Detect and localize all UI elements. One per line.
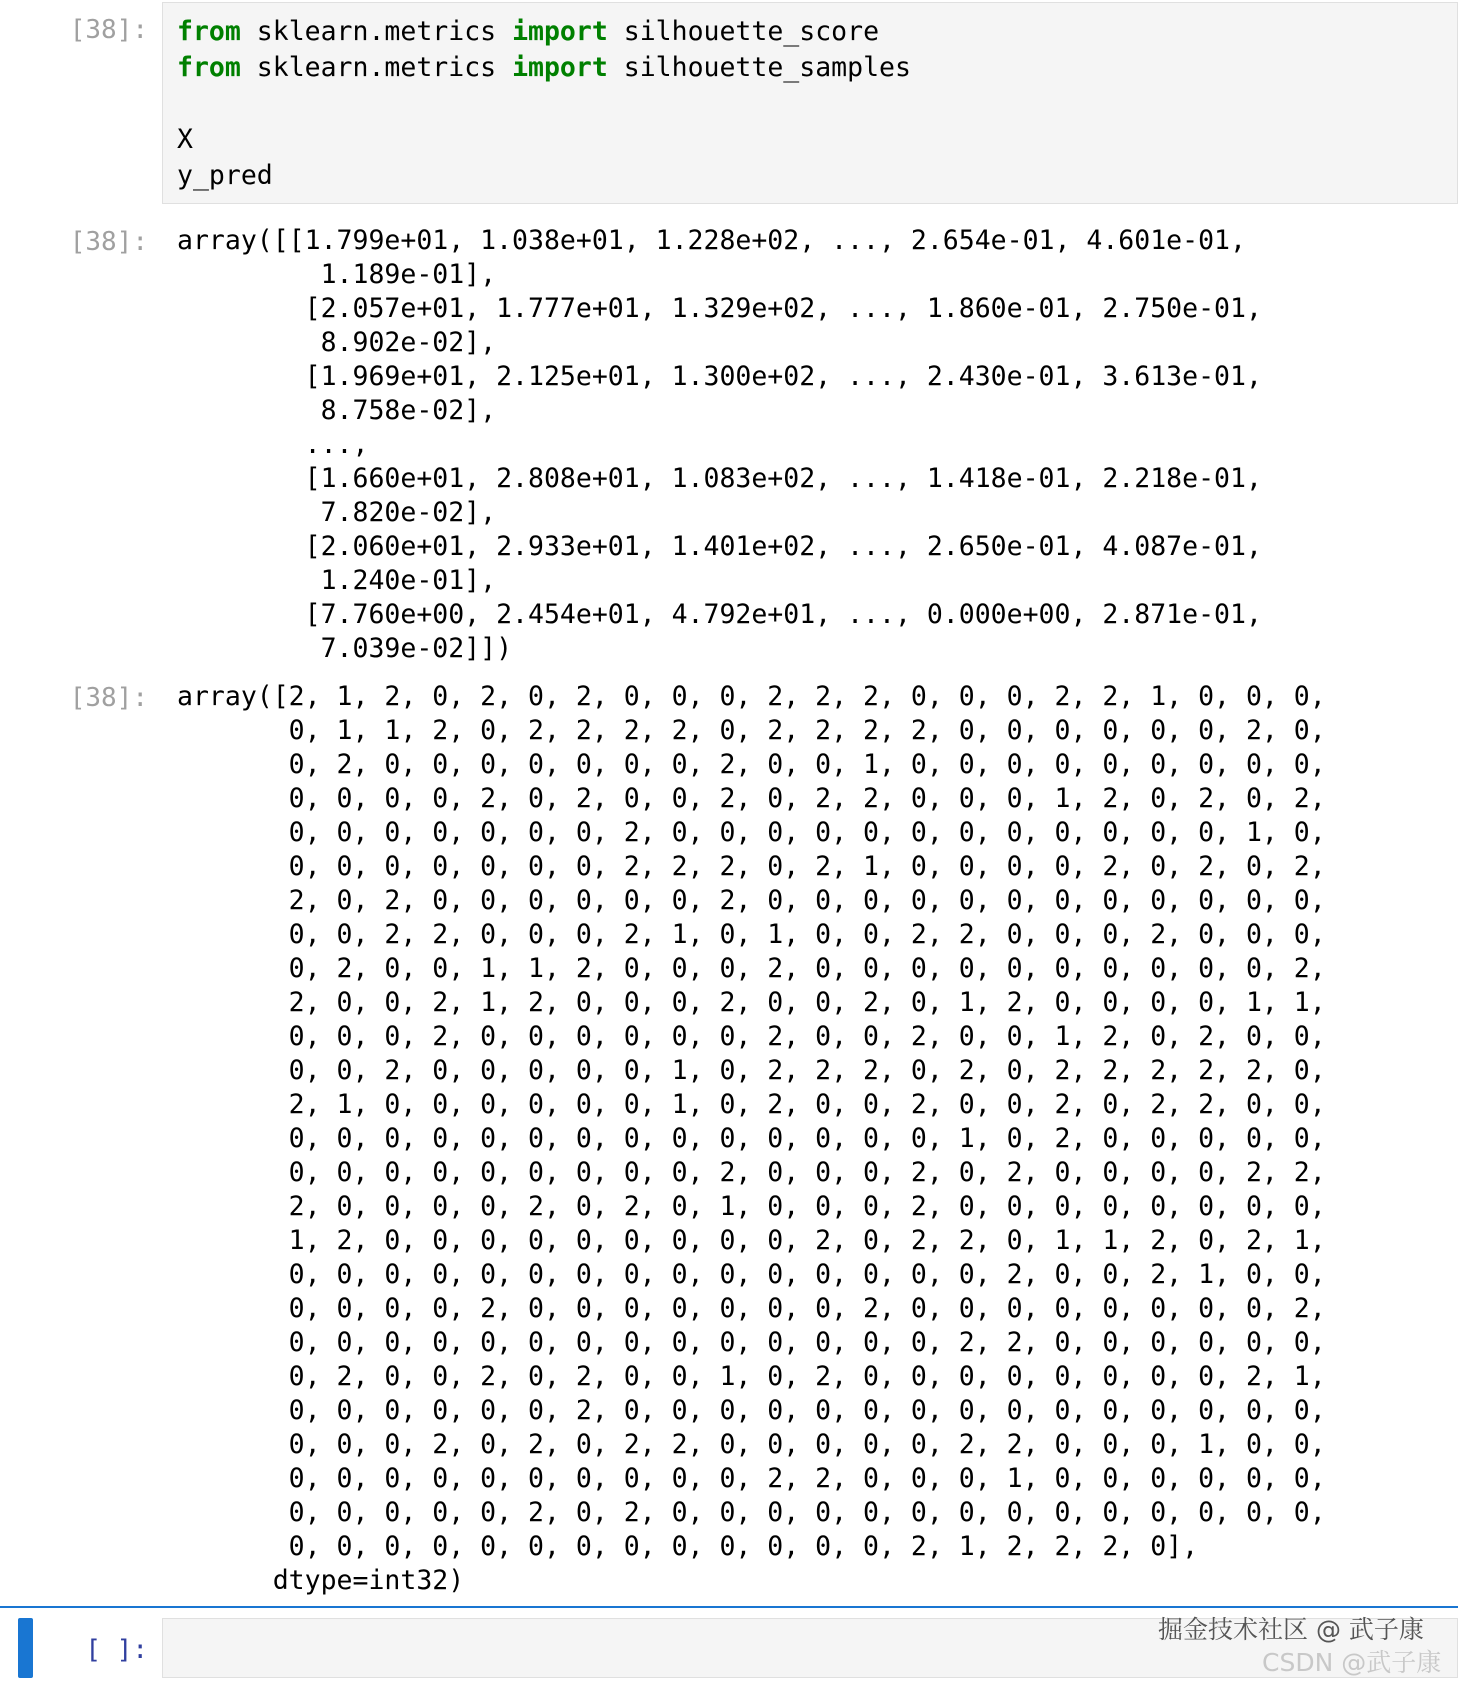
output-line: 1.189e-01], bbox=[177, 259, 497, 290]
active-cell-indicator[interactable] bbox=[18, 1618, 33, 1678]
output-ypred-area bbox=[0, 676, 1458, 1601]
output-prompt-x: [38]: bbox=[69, 227, 148, 257]
output-line: 0, 0, 0, 0, 0, 0, 0, 2, 0, 0, 0, 0, 0, 0, 0, 0, 0, 0, 0, 0, 1, 0, bbox=[177, 817, 1326, 848]
output-line: 0, 0, 0, 0, 0, 0, 0, 0, 0, 0, 0, 0, 0, 0, 1, 0, 2, 0, 0, 0, 0, 0, bbox=[177, 1123, 1326, 1154]
keyword-token: import bbox=[512, 16, 608, 47]
output-line: 7.039e-02]]) bbox=[177, 633, 513, 664]
output-line: array([[1.799e+01, 1.038e+01, 1.228e+02, ..., 2.654e-01, 4.601e-01, bbox=[177, 225, 1246, 256]
output-x-text bbox=[177, 224, 1262, 666]
output-line: 0, 2, 0, 0, 2, 0, 2, 0, 0, 1, 0, 2, 0, 0, 0, 0, 0, 0, 0, 0, 2, 1, bbox=[177, 1361, 1326, 1392]
output-line: 0, 0, 0, 0, 0, 0, 0, 0, 0, 0, 0, 0, 0, 2, 1, 2, 2, 2, 0], bbox=[177, 1531, 1199, 1562]
output-ypred-text bbox=[177, 680, 1326, 1598]
output-line: 0, 0, 0, 0, 0, 0, 0, 0, 0, 0, 0, 0, 0, 0, 0, 2, 0, 0, 2, 1, 0, 0, bbox=[177, 1259, 1326, 1290]
output-line: [7.760e+00, 2.454e+01, 4.792e+01, ..., 0.000e+00, 2.871e-01, bbox=[177, 599, 1262, 630]
code-cell[interactable] bbox=[0, 0, 1458, 204]
output-line: 0, 0, 2, 2, 0, 0, 0, 2, 1, 0, 1, 0, 0, 2, 2, 0, 0, 0, 2, 0, 0, 0, bbox=[177, 919, 1326, 950]
output-line: ..., bbox=[177, 429, 369, 460]
output-line: 0, 0, 0, 0, 2, 0, 2, 0, 0, 2, 0, 2, 2, 0, 0, 0, 1, 2, 0, 2, 0, 2, bbox=[177, 783, 1326, 814]
output-line: 2, 0, 0, 0, 0, 2, 0, 2, 0, 1, 0, 0, 0, 2, 0, 0, 0, 0, 0, 0, 0, 0, bbox=[177, 1191, 1326, 1222]
keyword-token: from bbox=[177, 16, 241, 47]
output-line: 8.758e-02], bbox=[177, 395, 497, 426]
output-line: 0, 1, 1, 2, 0, 2, 2, 2, 2, 0, 2, 2, 2, 2, 0, 0, 0, 0, 0, 0, 2, 0, bbox=[177, 715, 1326, 746]
code-line bbox=[177, 14, 1457, 50]
output-line: 0, 0, 0, 0, 0, 2, 0, 2, 0, 0, 0, 0, 0, 0, 0, 0, 0, 0, 0, 0, 0, 0, bbox=[177, 1497, 1326, 1528]
output-line: 0, 2, 0, 0, 0, 0, 0, 0, 0, 2, 0, 0, 1, 0, 0, 0, 0, 0, 0, 0, 0, 0, bbox=[177, 749, 1326, 780]
output-line: [1.660e+01, 2.808e+01, 1.083e+02, ..., 1.418e-01, 2.218e-01, bbox=[177, 463, 1262, 494]
code-token: sklearn.metrics bbox=[240, 52, 513, 83]
output-line: 7.820e-02], bbox=[177, 497, 497, 528]
watermark-juejin: 掘金技术社区 @ 武子康 bbox=[1158, 1615, 1424, 1644]
code-line bbox=[177, 122, 1457, 158]
code-token: silhouette_score bbox=[607, 16, 880, 47]
output-line: 0, 0, 2, 0, 0, 0, 0, 0, 1, 0, 2, 2, 2, 0, 2, 0, 2, 2, 2, 2, 2, 0, bbox=[177, 1055, 1326, 1086]
output-line: 2, 0, 0, 2, 1, 2, 0, 0, 0, 2, 0, 0, 2, 0, 1, 2, 0, 0, 0, 0, 1, 1, bbox=[177, 987, 1326, 1018]
output-line: 0, 0, 0, 2, 0, 2, 0, 2, 2, 0, 0, 0, 0, 0, 2, 2, 0, 0, 0, 1, 0, 0, bbox=[177, 1429, 1326, 1460]
watermark-csdn: CSDN @武子康 bbox=[1262, 1648, 1442, 1677]
output-line: [2.057e+01, 1.777e+01, 1.329e+02, ..., 1.860e-01, 2.750e-01, bbox=[177, 293, 1262, 324]
output-line: 0, 0, 0, 0, 0, 0, 0, 0, 0, 0, 0, 0, 0, 0, 2, 2, 0, 0, 0, 0, 0, 0, bbox=[177, 1327, 1326, 1358]
code-token: X bbox=[177, 124, 193, 155]
output-line: 0, 0, 0, 2, 0, 0, 0, 0, 0, 0, 2, 0, 0, 2, 0, 0, 1, 2, 0, 2, 0, 0, bbox=[177, 1021, 1326, 1052]
keyword-token: import bbox=[512, 52, 608, 83]
output-line: 0, 0, 0, 0, 0, 0, 2, 0, 0, 0, 0, 0, 0, 0, 0, 0, 0, 0, 0, 0, 0, 0, bbox=[177, 1395, 1326, 1426]
output-line: 0, 2, 0, 0, 1, 1, 2, 0, 0, 0, 2, 0, 0, 0, 0, 0, 0, 0, 0, 0, 0, 2, bbox=[177, 953, 1326, 984]
code-line bbox=[177, 158, 1457, 194]
keyword-token: from bbox=[177, 52, 241, 83]
output-line: 0, 0, 0, 0, 0, 0, 0, 2, 2, 2, 0, 2, 1, 0, 0, 0, 0, 2, 0, 2, 0, 2, bbox=[177, 851, 1326, 882]
output-line: 2, 1, 0, 0, 0, 0, 0, 0, 1, 0, 2, 0, 0, 2, 0, 0, 2, 0, 2, 2, 0, 0, bbox=[177, 1089, 1326, 1120]
output-line: 1.240e-01], bbox=[177, 565, 497, 596]
output-line: [1.969e+01, 2.125e+01, 1.300e+02, ..., 2.430e-01, 3.613e-01, bbox=[177, 361, 1262, 392]
code-line bbox=[177, 86, 1457, 122]
output-prompt-ypred: [38]: bbox=[69, 683, 148, 713]
output-x-area bbox=[0, 220, 1458, 670]
output-line: 8.902e-02], bbox=[177, 327, 497, 358]
output-line: array([2, 1, 2, 0, 2, 0, 2, 0, 0, 0, 2, 2, 2, 0, 0, 0, 2, 2, 1, 0, 0, 0, bbox=[177, 681, 1326, 712]
code-token: sklearn.metrics bbox=[240, 16, 513, 47]
input-prompt: [38]: bbox=[69, 15, 148, 45]
code-editor[interactable] bbox=[162, 2, 1458, 204]
output-line: 0, 0, 0, 0, 0, 0, 0, 0, 0, 0, 2, 2, 0, 0, 0, 1, 0, 0, 0, 0, 0, 0, bbox=[177, 1463, 1326, 1494]
output-line: 0, 0, 0, 0, 0, 0, 0, 0, 0, 2, 0, 0, 0, 2, 0, 2, 0, 0, 0, 0, 2, 2, bbox=[177, 1157, 1326, 1188]
active-cell-border bbox=[0, 1606, 1458, 1608]
output-line: 2, 0, 2, 0, 0, 0, 0, 0, 0, 2, 0, 0, 0, 0, 0, 0, 0, 0, 0, 0, 0, 0, bbox=[177, 885, 1326, 916]
code-lines bbox=[177, 14, 1457, 194]
code-token: silhouette_samples bbox=[607, 52, 911, 83]
code-line bbox=[177, 50, 1457, 86]
output-line: dtype=int32) bbox=[177, 1565, 465, 1596]
output-line: 0, 0, 0, 0, 2, 0, 0, 0, 0, 0, 0, 0, 2, 0, 0, 0, 0, 0, 0, 0, 0, 2, bbox=[177, 1293, 1326, 1324]
empty-cell-prompt: [ ]: bbox=[85, 1635, 148, 1665]
code-token: y_pred bbox=[177, 160, 273, 191]
output-line: 1, 2, 0, 0, 0, 0, 0, 0, 0, 0, 0, 2, 0, 2, 2, 0, 1, 1, 2, 0, 2, 1, bbox=[177, 1225, 1326, 1256]
output-line: [2.060e+01, 2.933e+01, 1.401e+02, ..., 2.650e-01, 4.087e-01, bbox=[177, 531, 1262, 562]
